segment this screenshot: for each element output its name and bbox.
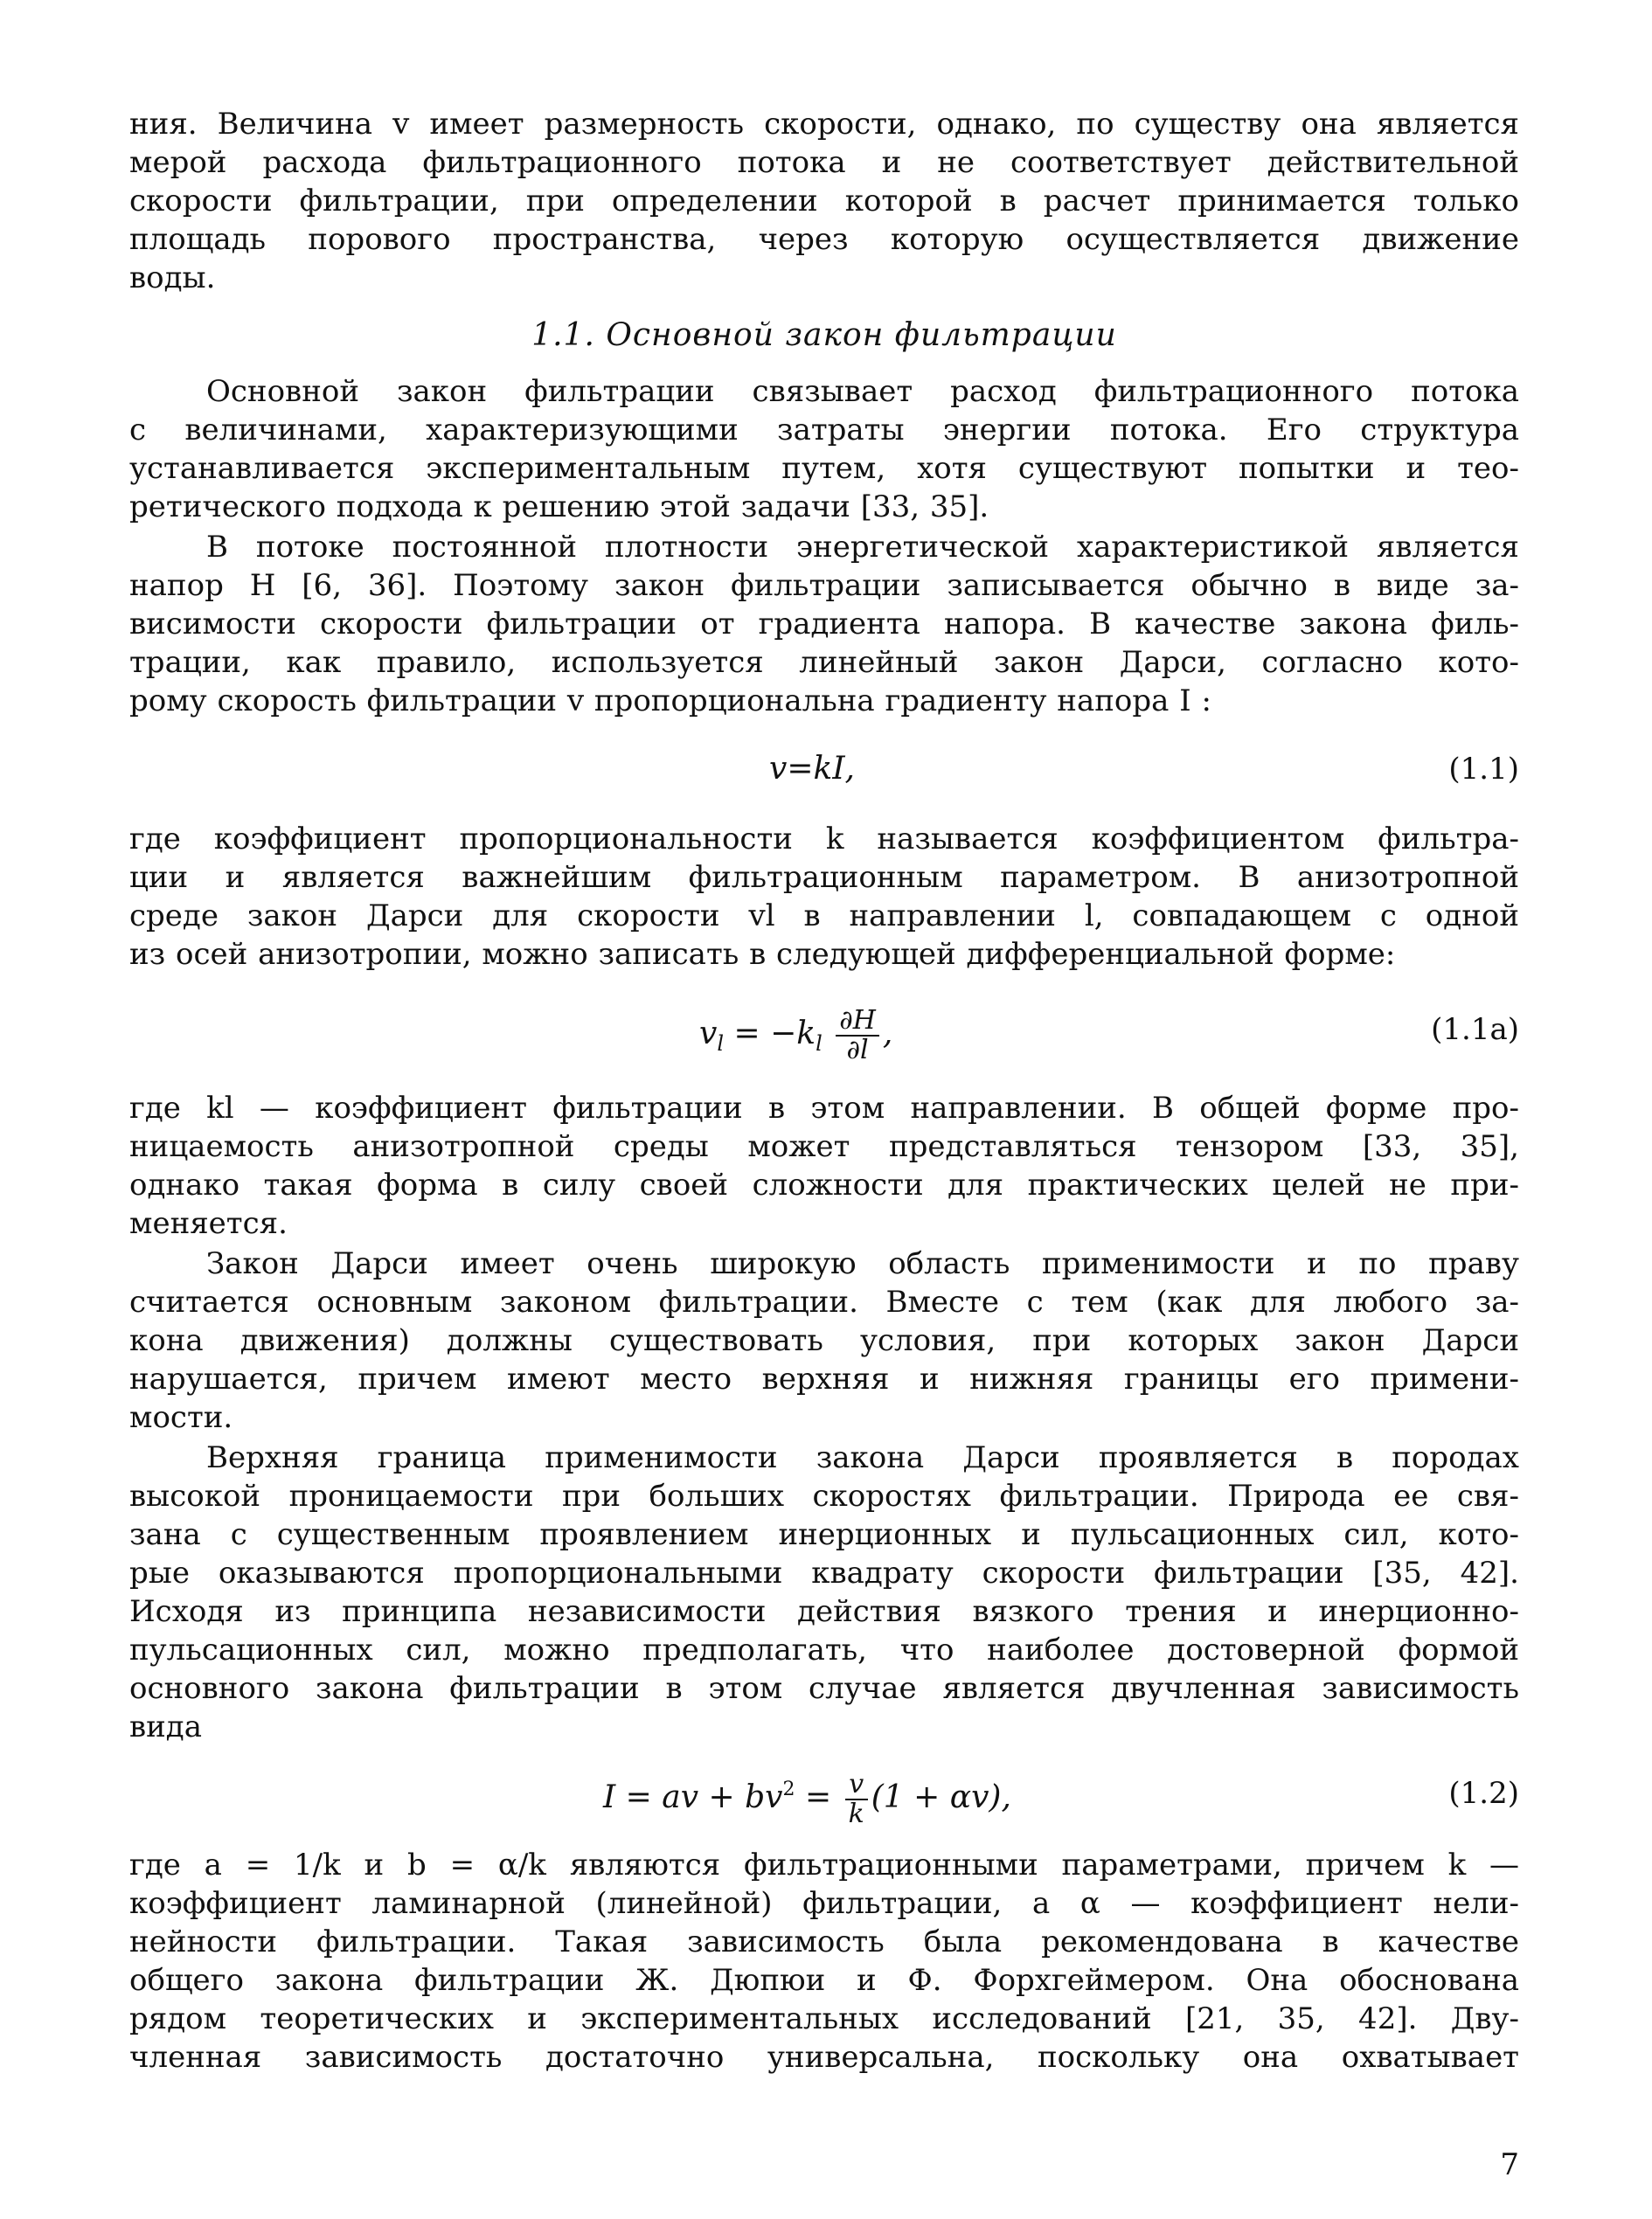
text-line: трации, как правило, используется линейный закон Дарси, согласно кото- bbox=[129, 645, 1519, 680]
text-line: Исходя из принципа независимости действия вязкого трения и инерционно- bbox=[129, 1594, 1519, 1629]
text-line: площадь порового пространства, через которую осуществляется движение bbox=[129, 222, 1519, 257]
text-line: из осей анизотропии, можно записать в следующей дифференциальной форме: bbox=[129, 937, 1396, 972]
frac-numerator: v bbox=[845, 1771, 868, 1800]
frac-numerator: ∂H bbox=[836, 1007, 879, 1037]
equation-number: (1.1) bbox=[1448, 752, 1519, 787]
equation-number: (1.1а) bbox=[1431, 1012, 1519, 1047]
frac-denominator: ∂l bbox=[846, 1035, 869, 1065]
text-line: среде закон Дарси для скорости vl в направлении l, совпадающем с одной bbox=[129, 898, 1519, 933]
text-line: где kl — коэффициент фильтрации в этом направлении. В общей форме про- bbox=[129, 1091, 1519, 1126]
text-line: общего закона фильтрации Ж. Дюпюи и Ф. Форхгеймером. Она обоснована bbox=[129, 1963, 1519, 1998]
text-line: считается основным законом фильтрации. Вместе с тем (как для любого за- bbox=[129, 1285, 1519, 1320]
text-line: зана с существенным проявлением инерционных и пульсационных сил, кото- bbox=[129, 1517, 1519, 1552]
text-line: мерой расхода фильтрационного потока и не соответствует действительной bbox=[129, 145, 1519, 180]
eq-part-c: (1 + αv), bbox=[871, 1779, 1011, 1815]
eq-sign: = −k bbox=[733, 1016, 816, 1051]
text-line: высокой проницаемости при больших скоростях фильтрации. Природа ее свя- bbox=[129, 1479, 1519, 1514]
eq-k-sub: l bbox=[816, 1031, 823, 1056]
eq-lhs-sub: l bbox=[717, 1031, 725, 1056]
text-line: ретического подхода к решению этой задачи [33, 35]. bbox=[129, 489, 989, 524]
text-line: рому скорость фильтрации v пропорциональна градиенту напора I : bbox=[129, 683, 1211, 718]
equation-number: (1.2) bbox=[1448, 1776, 1519, 1811]
text-line: нарушается, причем имеют место верхняя и нижняя границы его примени- bbox=[129, 1362, 1519, 1397]
equation-1-1a bbox=[699, 1007, 892, 1064]
text-line: нейности фильтрации. Такая зависимость была рекомендована в качестве bbox=[129, 1924, 1519, 1959]
text-line: ции и является важнейшим фильтрационным параметром. В анизотропной bbox=[129, 860, 1519, 895]
equation-1-2 bbox=[603, 1771, 1011, 1828]
eq-fraction bbox=[836, 1007, 879, 1064]
text-line: устанавливается экспериментальным путем, хотя существуют попытки и тео- bbox=[129, 451, 1519, 486]
text-line: однако такая форма в силу своей сложности для практических целей не при- bbox=[129, 1168, 1519, 1203]
text-line: меняется. bbox=[129, 1206, 288, 1241]
text-line: Основной закон фильтрации связывает расход фильтрационного потока bbox=[206, 374, 1519, 409]
text-line: В потоке постоянной плотности энергетической характеристикой является bbox=[206, 530, 1519, 565]
eq-exponent: 2 bbox=[782, 1779, 795, 1800]
text-line: скорости фильтрации, при определении которой в расчет принимается только bbox=[129, 184, 1519, 218]
text-line: воды. bbox=[129, 260, 216, 295]
text-line: основного закона фильтрации в этом случае является двучленная зависимость bbox=[129, 1671, 1519, 1706]
text-line: Верхняя граница применимости закона Дарси проявляется в породах bbox=[206, 1440, 1519, 1475]
text-line: коэффициент ламинарной (линейной) фильтрации, а α — коэффициент нели- bbox=[129, 1886, 1519, 1921]
text-line: с величинами, характеризующими затраты энергии потока. Его структура bbox=[129, 413, 1519, 447]
text-line: висимости скорости фильтрации от градиента напора. В качестве закона филь- bbox=[129, 607, 1519, 641]
text-line: Закон Дарси имеет очень широкую область применимости и по праву bbox=[206, 1246, 1519, 1281]
text-line: мости. bbox=[129, 1400, 233, 1435]
text-line: рядом теоретических и экспериментальных исследований [21, 35, 42]. Дву- bbox=[129, 2001, 1519, 2036]
eq-fraction bbox=[845, 1771, 868, 1828]
equation-1-1: v=kI, bbox=[769, 751, 855, 787]
eq-part-a: I = av + bv bbox=[603, 1779, 783, 1815]
text-line: кона движения) должны существовать условия, при которых закон Дарси bbox=[129, 1323, 1519, 1358]
text-line: членная зависимость достаточно универсальна, поскольку она охватывает bbox=[129, 2040, 1519, 2075]
eq-tail: , bbox=[882, 1016, 893, 1051]
text-line: вида bbox=[129, 1709, 203, 1744]
frac-denominator: k bbox=[848, 1799, 864, 1829]
text-line: где коэффициент пропорциональности k называется коэффициентом фильтра- bbox=[129, 822, 1519, 856]
text-line: где a = 1/k и b = α/k являются фильтрационными параметрами, причем k — bbox=[129, 1848, 1519, 1883]
eq-part-b: = bbox=[795, 1779, 842, 1815]
page-number: 7 bbox=[1500, 2147, 1519, 2182]
text-line: ния. Величина v имеет размерность скорости, однако, по существу она является bbox=[129, 107, 1519, 142]
text-line: рые оказываются пропорциональными квадрату скорости фильтрации [35, 42]. bbox=[129, 1556, 1519, 1591]
section-heading: 1.1. Основной закон фильтрации bbox=[531, 317, 1117, 353]
text-line: напор H [6, 36]. Поэтому закон фильтрации записывается обычно в виде за- bbox=[129, 568, 1519, 603]
text-line: ницаемость анизотропной среды может представляться тензором [33, 35], bbox=[129, 1129, 1519, 1164]
eq-lhs-var: v bbox=[699, 1016, 718, 1051]
text-line: пульсационных сил, можно предполагать, что наиболее достоверной формой bbox=[129, 1633, 1519, 1668]
